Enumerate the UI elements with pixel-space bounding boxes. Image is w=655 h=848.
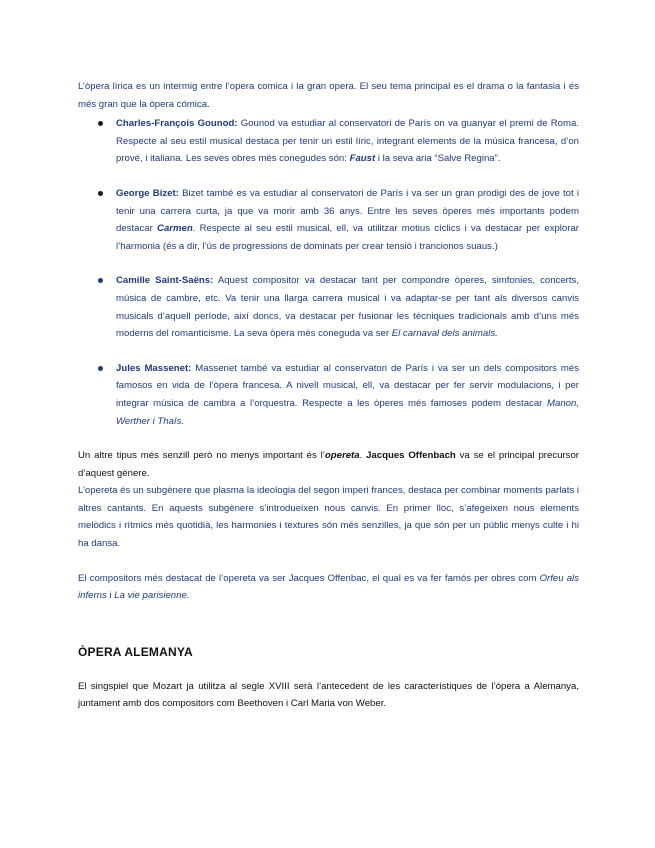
bullet-icon — [98, 191, 103, 196]
list-item — [78, 185, 579, 255]
composer-name: George Bizet: — [116, 187, 179, 199]
operetta-lead-a: Un altre tipus més senzill però no menys important és l’ — [78, 450, 325, 462]
operetta-lead-b: . — [359, 450, 367, 462]
operetta-work: La vie parisienne. — [114, 590, 190, 602]
composer-name: Camille Saint-Saëns: — [116, 275, 214, 287]
section-body: El singspiel que Mozart ja utilitza al segle XVIII serà l’antecedent de les característiques de l’òpera a Alemanya, juntament amb dos compositors com Beethoven i Carl Maria von Weber. — [78, 680, 579, 710]
composer-text: Gounod va estudiar al conservatori de París on va guanyar el premi de Roma. Respecte al seu estil musical destaca per tenir un estil líric, integrant elements de la música francesa, d’on prové, i italiana. Les seves obres més conegudes són: — [116, 118, 579, 165]
operetta-notable-a: El compositors més destacat de l’opereta va ser Jacques Offenbac, el qual es va fer famós per obres com — [78, 572, 540, 584]
bullet-icon — [98, 278, 103, 283]
bullet-icon — [98, 121, 103, 126]
operetta-notable-b: i — [106, 590, 115, 602]
composer-text-end: . Respecte al seu estil musical, ell, va utilitzar motius cíclics i va destacar per explorar l’harmonia (és a dir, l’ús de progressions de dominats per crear tensió i trancionos suaus.) — [116, 223, 579, 252]
composer-name: Jules Massenet: — [116, 362, 192, 374]
composer-text: Bizet també es va estudiar al conservatori de París i va ser un gran prodigi des de jove tot i tenir una carrera curta, ja que va morir amb 36 anys. Entre les seves òperes més importants podem destacar — [116, 187, 579, 235]
intro-text: L’òpera lírica es un intermig entre l’opera comica i la gran opera. El seu tema principal es el drama o la fantasia i és més gran que la òpera cómica. — [78, 81, 579, 110]
operetta-lead-paragraph — [78, 447, 579, 482]
composer-text: Massenet també va estudiar al conservatori de París i va ser un dels compositors més famosos en vida de l’òpera francesa. A nivell musical, ell, va destacar per fer servir modulacions, i per integrar música de cambra a l’orquestra. Respecte a les òperes més famoses podem destacar — [116, 362, 579, 409]
operetta-body: L’opereta és un subgènere que plasma la ideologia del segon imperi frances, destaca per combinar moments parlats i altres cantants. En aquests subgènere s’introdueixen nous canvis. En primer lloc, s’afegeixen nous elements melòdics i rítmics més quotidià, les harmonies i textures són més senzilles, ja que són per un públic menys culte i hi ha dansa. — [78, 485, 579, 550]
operetta-term: opereta — [324, 450, 360, 462]
document-page — [78, 78, 579, 713]
work-title: Faust — [349, 153, 376, 165]
work-title: Carmen — [157, 223, 193, 235]
section-body-paragraph — [78, 678, 579, 713]
section-heading: ÒPERA ALEMANYA — [78, 644, 193, 659]
bullet-icon — [98, 366, 103, 371]
composer-list — [78, 115, 579, 430]
work-title: El carnaval dels animals. — [391, 328, 498, 340]
operetta-body-paragraph — [78, 482, 579, 552]
operetta-work: Orfeu als inferns — [78, 572, 579, 602]
intro-paragraph — [78, 78, 579, 113]
operetta-lead-c: va se el principal precursor d’aquest gènere. — [78, 450, 579, 479]
composer-name: Charles-François Gounod: — [116, 118, 238, 130]
list-item — [78, 115, 579, 168]
work-title: Manon, Werther i Thaïs. — [116, 397, 579, 427]
operetta-composer: Jacques Offenbach — [366, 450, 456, 462]
list-item — [78, 360, 579, 430]
list-item — [78, 272, 579, 342]
operetta-notable-paragraph — [78, 570, 579, 605]
composer-text: Aquest compositor va destacar tant per compondre òperes, simfonies, concerts, música de cambre, etc. Va tenir una llarga carrera musical i va adaptar-se per tant als diversos canvis musicals d’aquell període, així doncs, va destacar per fusionar les tècniques tradicionals amb d’uns més moderns del romanticisme. La seva òpera més coneguda va ser — [116, 275, 579, 340]
composer-text-end: i la seva aria “Salve Regina”. — [375, 153, 501, 165]
